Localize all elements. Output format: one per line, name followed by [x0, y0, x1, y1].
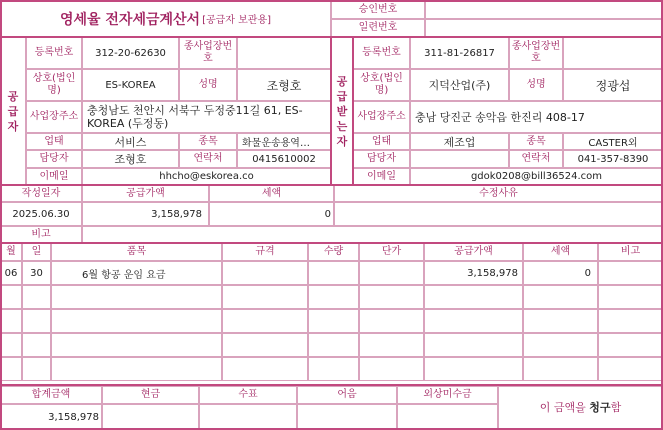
- supplier-manager-label: 담당자: [26, 150, 82, 168]
- supplier-manager: 조형호: [82, 150, 179, 168]
- total-amount-label: 합계금액: [0, 386, 102, 404]
- buyer-side-label: 공급받는자: [331, 37, 353, 185]
- item-name: 6월 항공 운임 요금: [51, 261, 222, 285]
- divider: [0, 384, 663, 386]
- col-header-quantity: 수량: [308, 243, 359, 261]
- approval-number-label: 승인번호: [331, 0, 425, 19]
- item-supply: 3,158,978: [424, 261, 523, 285]
- divider: [0, 242, 663, 244]
- supplier-contact: 0415610002: [237, 150, 331, 168]
- supplier-business-type: 서비스: [82, 133, 179, 150]
- buyer-rep-label: 성명: [509, 69, 563, 101]
- issue-date: 2025.06.30: [0, 202, 82, 226]
- supplier-rep-name: 조형호: [237, 69, 331, 101]
- col-header-day: 일: [22, 243, 51, 261]
- tax-amount: 0: [209, 202, 334, 226]
- buyer-email-label: 이메일: [353, 168, 410, 185]
- buyer-reg-number: 311-81-26817: [410, 37, 509, 69]
- supply-amount-label: 공급가액: [82, 185, 209, 202]
- buyer-address-label: 사업장주소: [353, 101, 410, 133]
- col-header-unit-price: 단가: [359, 243, 424, 261]
- buyer-address: 충남 당진군 송악읍 한진리 408-17: [410, 101, 663, 133]
- claim-suffix: 함: [610, 401, 622, 414]
- col-header-spec: 규격: [222, 243, 308, 261]
- col-header-tax: 세액: [523, 243, 598, 261]
- supplier-email[interactable]: hhcho@eskorea.co: [82, 168, 331, 185]
- item-day: 30: [22, 261, 51, 285]
- remarks-label: 비고: [0, 226, 82, 243]
- item-tax: 0: [523, 261, 598, 285]
- supplier-item-label: 종목: [179, 133, 237, 150]
- supplier-type-label: 업태: [26, 133, 82, 150]
- col-header-month: 월: [0, 243, 22, 261]
- buyer-name-label: 상호(법인명): [353, 69, 410, 101]
- check-label: 수표: [199, 386, 297, 404]
- claim-prefix: 이 금액을: [539, 401, 590, 414]
- buyer-branch-label: 종사업장번호: [509, 37, 563, 69]
- buyer-business-type: 제조업: [410, 133, 509, 150]
- supplier-contact-label: 연락처: [179, 150, 237, 168]
- supplier-name: ES-KOREA: [82, 69, 179, 101]
- title-text: 영세율 전자세금계산서: [59, 11, 201, 28]
- claim-word: 청구: [589, 401, 611, 414]
- supplier-address: 충청남도 천안시 서북구 두정중11길 61, ES-KOREA (두정동): [82, 101, 331, 133]
- buyer-type-label: 업태: [353, 133, 410, 150]
- credit-label: 외상미수금: [397, 386, 498, 404]
- buyer-manager-label: 담당자: [353, 150, 410, 168]
- supplier-reg-number: 312-20-62630: [82, 37, 179, 69]
- buyer-business-item: CASTER외: [563, 133, 663, 150]
- buyer-name: 지덕산업(주): [410, 69, 509, 101]
- issue-date-label: 작성일자: [0, 185, 82, 202]
- serial-number-label: 일련번호: [331, 19, 425, 37]
- buyer-item-label: 종목: [509, 133, 563, 150]
- total-amount: 3,158,978: [0, 404, 102, 430]
- title-copy-type: [공급자 보관용]: [202, 15, 272, 26]
- buyer-contact: 041-357-8390: [563, 150, 663, 168]
- col-header-supply: 공급가액: [424, 243, 523, 261]
- divider: [352, 36, 354, 185]
- supplier-side-label: 공급자: [0, 37, 26, 185]
- divider: [330, 36, 332, 185]
- supplier-name-label: 상호(법인명): [26, 69, 82, 101]
- buyer-reg-label: 등록번호: [353, 37, 410, 69]
- supplier-business-item: 화물운송용역…: [237, 133, 331, 150]
- col-header-note: 비고: [598, 243, 663, 261]
- revision-reason-label: 수정사유: [334, 185, 663, 202]
- col-header-item: 품목: [51, 243, 222, 261]
- buyer-contact-label: 연락처: [509, 150, 563, 168]
- buyer-email[interactable]: gdok0208@bill36524.com: [410, 168, 663, 185]
- supplier-rep-label: 성명: [179, 69, 237, 101]
- supplier-branch-label: 종사업장번호: [179, 37, 237, 69]
- buyer-rep-name: 정광섭: [563, 69, 663, 101]
- cash-label: 현금: [102, 386, 199, 404]
- item-month: 06: [0, 261, 22, 285]
- supply-amount: 3,158,978: [82, 202, 209, 226]
- supplier-email-label: 이메일: [26, 168, 82, 185]
- promissory-note-label: 어음: [297, 386, 397, 404]
- tax-amount-label: 세액: [209, 185, 334, 202]
- supplier-address-label: 사업장주소: [26, 101, 82, 133]
- supplier-reg-label: 등록번호: [26, 37, 82, 69]
